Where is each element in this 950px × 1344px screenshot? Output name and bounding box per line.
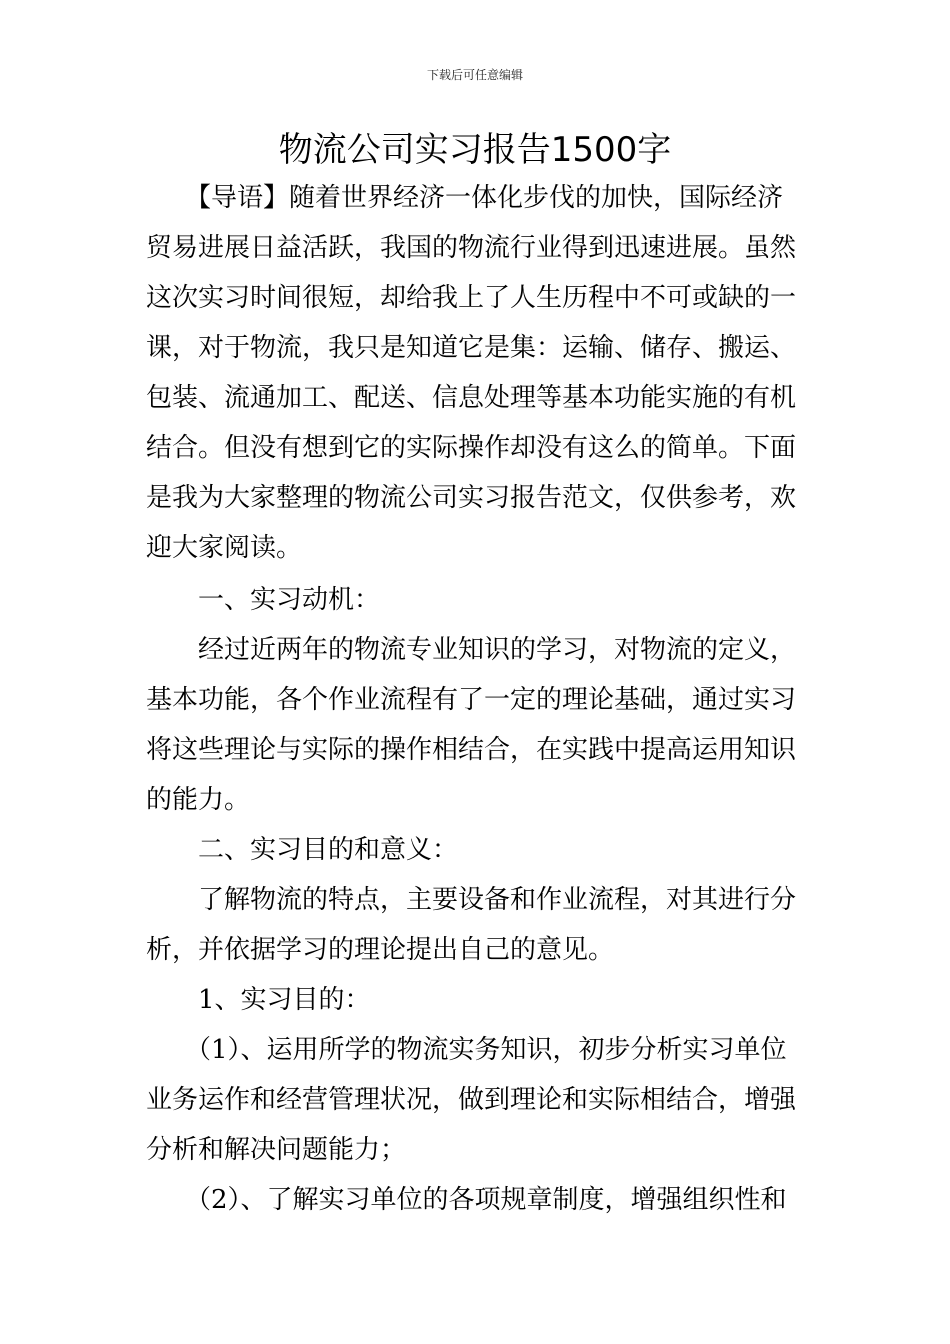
body-line: 是我为大家整理的物流公司实习报告范文，仅供参考，欢 [146,483,797,513]
body-line: 经过近两年的物流专业知识的学习，对物流的定义， [146,635,797,665]
body-line: （2）、了解实习单位的各项规章制度，增强组织性和 [146,1185,787,1215]
body-line: 包装、流通加工、配送、信息处理等基本功能实施的有机 [146,383,797,413]
body-line: （1）、运用所学的物流实务知识，初步分析实习单位 [146,1035,787,1065]
body-line: 【导语】随着世界经济一体化步伐的加快，国际经济 [146,183,784,213]
body-line: 了解物流的特点，主要设备和作业流程，对其进行分 [146,885,797,915]
page-title: 物流公司实习报告1500字 [278,130,672,170]
header-note: 下载后可任意编辑 [426,68,523,82]
body-line: 业务运作和经营管理状况，做到理论和实际相结合，增强 [146,1085,797,1115]
body-line: 贸易进展日益活跃，我国的物流行业得到迅速进展。虽然 [146,233,797,263]
section-heading: 一、实习动机： [146,585,381,615]
body-line: 析，并依据学习的理论提出自己的意见。 [146,935,615,965]
body-line: 的能力。 [146,785,251,815]
body-line: 分析和解决问题能力； [146,1135,407,1165]
body-line: 这次实习时间很短，却给我上了人生历程中不可或缺的一 [146,283,797,313]
body-line: 结合。但没有想到它的实际操作却没有这么的简单。下面 [146,433,797,463]
body-line: 将这些理论与实际的操作相结合，在实践中提高运用知识 [146,735,797,765]
section-heading: 二、实习目的和意义： [146,835,459,865]
body-line: 迎大家阅读。 [146,533,303,563]
section-heading: 1、实习目的： [146,985,371,1015]
body-line: 基本功能，各个作业流程有了一定的理论基础，通过实习 [146,685,797,715]
body-line: 课，对于物流，我只是知道它是集：运输、储存、搬运、 [146,333,797,363]
